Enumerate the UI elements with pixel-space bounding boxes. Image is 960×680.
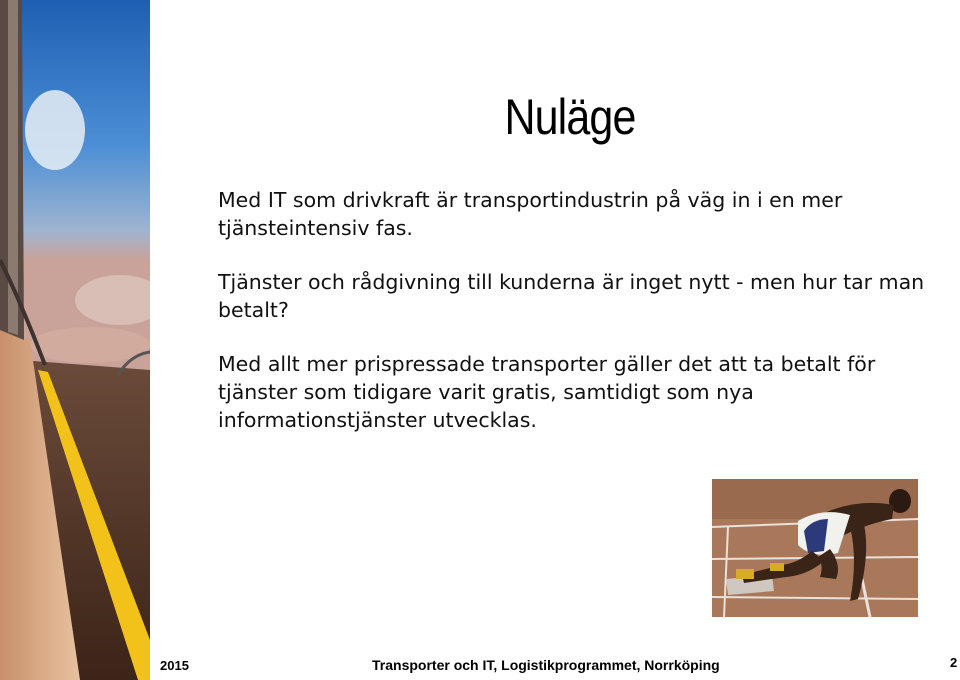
side-road-photo	[0, 0, 150, 680]
body-paragraph: Med IT som drivkraft är transportindustrin på väg in i en mer tjänsteintensiv fas.	[218, 188, 843, 240]
body-paragraph: Tjänster och rådgivning till kunderna är inget nytt - men hur tar man betalt?	[218, 270, 925, 322]
footer-year: 2015	[160, 658, 189, 673]
sprinter-photo	[712, 479, 918, 617]
body-paragraph: Med allt mer prispressade transporter gäller det att ta betalt för tjänster som tidigare varit gratis, samtidigt som nya informationstjänster utvecklas.	[218, 352, 876, 432]
footer-center-text: Transporter och IT, Logistikprogrammet, Norrköping	[372, 657, 720, 673]
slide-title: Nuläge	[504, 89, 636, 145]
page-number: 2	[950, 655, 958, 670]
slide-body	[218, 186, 938, 460]
